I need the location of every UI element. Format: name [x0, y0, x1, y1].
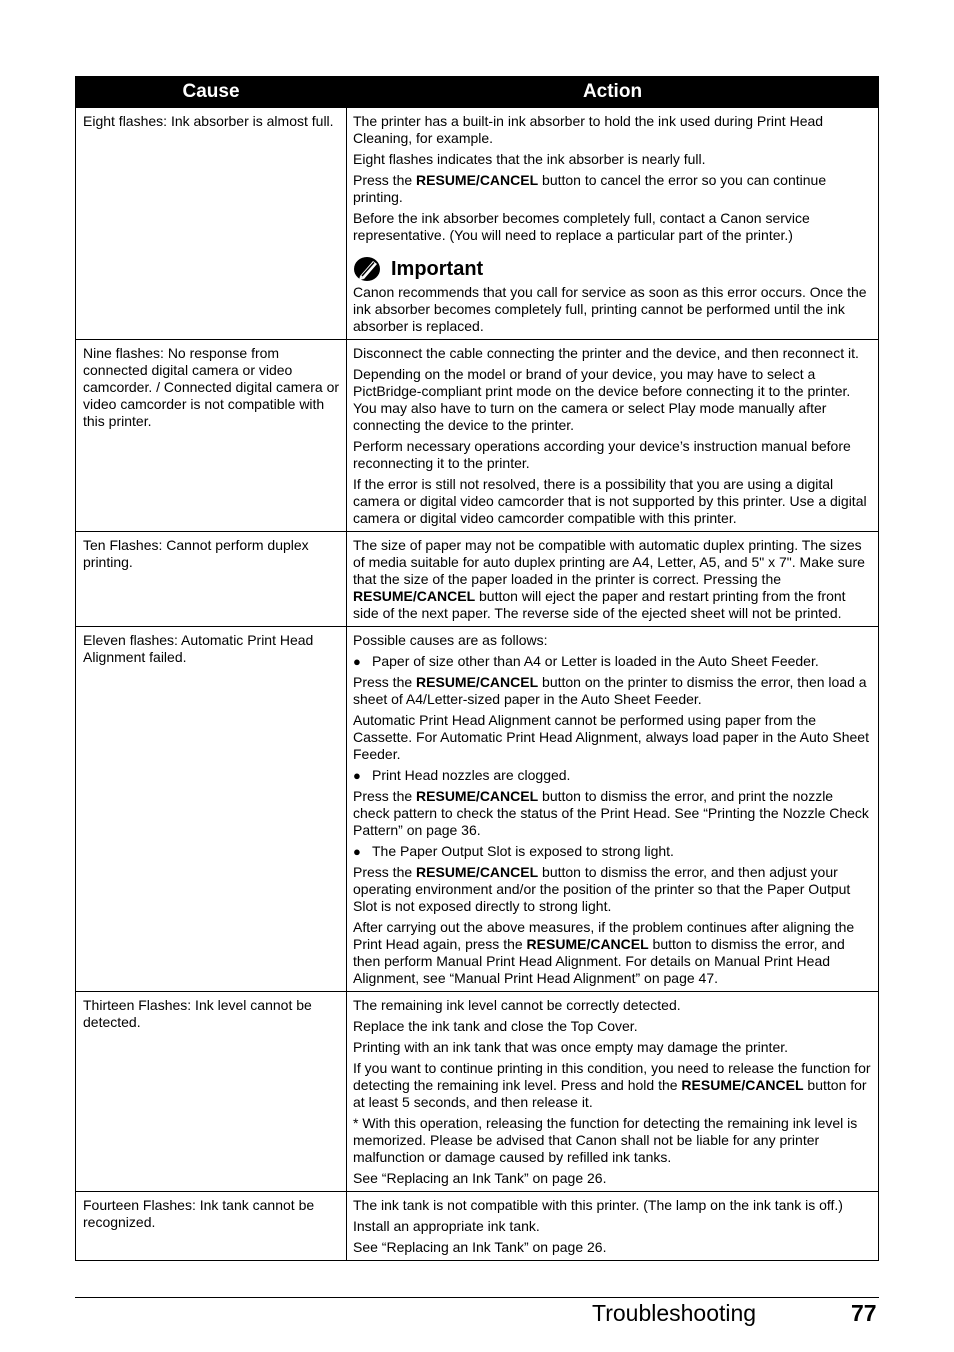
cause-cell: Nine flashes: No response from connected digital camera or video camcorder. / Connected digital camera or video camcorder is not compatible with this printer. — [76, 340, 347, 532]
resume-cancel-label: RESUME/CANCEL — [526, 936, 649, 952]
action-paragraph: Install an appropriate ink tank. — [353, 1218, 540, 1234]
bullet-item: ● Paper of size other than A4 or Letter is loaded in the Auto Sheet Feeder. — [353, 653, 819, 669]
table-row — [76, 340, 879, 532]
action-paragraph: See “Replacing an Ink Tank” on page 26. — [353, 1170, 607, 1186]
action-cell — [347, 532, 879, 627]
table-row — [76, 992, 879, 1192]
action-paragraph: Disconnect the cable connecting the printer and the device, and then reconnect it. — [353, 345, 859, 361]
important-label: Important — [391, 258, 484, 280]
footer-section-title: Troubleshooting — [592, 1300, 757, 1326]
troubleshooting-table — [75, 76, 879, 1261]
bullet-item: ● The Paper Output Slot is exposed to strong light. — [353, 843, 674, 859]
table-header-row — [76, 77, 879, 108]
action-paragraph: Press the RESUME/CANCEL button to dismiss the error, and then adjust your operating environment and/or the position of the printer so that the Paper Output Slot is not exposed directly to strong light. — [353, 864, 851, 914]
bullet-item: ● Print Head nozzles are clogged. — [353, 767, 571, 783]
action-paragraph: Eight flashes indicates that the ink absorber is nearly full. — [353, 151, 706, 167]
action-cell — [347, 992, 879, 1192]
action-paragraph: Before the ink absorber becomes completely full, contact a Canon service representative. (You will need to replace a particular part of the printer.) — [353, 210, 810, 243]
action-paragraph: Press the RESUME/CANCEL button to cancel the error so you can continue printing. — [353, 172, 827, 205]
resume-cancel-label: RESUME/CANCEL — [353, 588, 476, 604]
action-cell — [347, 627, 879, 992]
resume-cancel-label: RESUME/CANCEL — [416, 674, 539, 690]
action-paragraph: Depending on the model or brand of your device, you may have to select a PictBridge-compliant print mode on the device before connecting it to the printer. You may also have to turn on the camera or select Play mode manually after connecting the device to the printer. — [353, 366, 851, 433]
cause-cell: Eleven flashes: Automatic Print Head Alignment failed. — [76, 627, 347, 992]
action-paragraph: See “Replacing an Ink Tank” on page 26. — [353, 1239, 607, 1255]
cause-cell: Eight flashes: Ink absorber is almost full. — [76, 108, 347, 340]
resume-cancel-label: RESUME/CANCEL — [416, 788, 539, 804]
action-cell — [347, 1192, 879, 1261]
bullet-icon: ● — [353, 768, 361, 783]
action-paragraph: Printing with an ink tank that was once empty may damage the printer. — [353, 1039, 789, 1055]
action-paragraph: Replace the ink tank and close the Top Cover. — [353, 1018, 638, 1034]
action-paragraph: The size of paper may not be compatible with automatic duplex printing. The sizes of media suitable for auto duplex printing are A4, Letter, A5, and 5" x 7". Make sure that the size of the paper loaded in the printer is correct. Pressing the RESUME/CANCEL button will eject the paper and restart printing from the front side of the next paper. The reverse side of the ejected sheet will not be printed. — [353, 537, 865, 621]
table-row — [76, 627, 879, 992]
action-paragraph: The remaining ink level cannot be correctly detected. — [353, 997, 681, 1013]
column-header-cause: Cause — [76, 77, 347, 108]
action-paragraph: The ink tank is not compatible with this printer. (The lamp on the ink tank is off.) — [353, 1197, 843, 1213]
action-paragraph: Press the RESUME/CANCEL button to dismiss the error, and print the nozzle check pattern to check the status of the Print Head. See “Printing the Nozzle Check Pattern” on page 36. — [353, 788, 869, 838]
action-paragraph: Press the RESUME/CANCEL button on the printer to dismiss the error, then load a sheet of A4/Letter-sized paper in the Auto Sheet Feeder. — [353, 674, 867, 707]
resume-cancel-label: RESUME/CANCEL — [681, 1077, 804, 1093]
bullet-icon: ● — [353, 654, 361, 669]
action-paragraph: If you want to continue printing in this condition, you need to release the function for detecting the remaining ink level. Press and hold the RESUME/CANCEL button for at least 5 seconds, and then release it. — [353, 1060, 871, 1110]
table-row — [76, 532, 879, 627]
resume-cancel-label: RESUME/CANCEL — [416, 864, 539, 880]
action-paragraph: Perform necessary operations according your device’s instruction manual before reconnecting it to the printer. — [353, 438, 851, 471]
action-paragraph: If the error is still not resolved, there is a possibility that you are using a digital camera or digital video camcorder that is not supported by this printer. Use a digital camera or digital video camcorder compatible with this printer. — [353, 476, 867, 526]
footer-rule — [75, 1297, 879, 1298]
action-cell — [347, 108, 879, 340]
action-paragraph: The printer has a built-in ink absorber to hold the ink used during Print Head Cleaning, for example. — [353, 113, 824, 146]
resume-cancel-label: RESUME/CANCEL — [416, 172, 539, 188]
cause-cell: Thirteen Flashes: Ink level cannot be detected. — [76, 992, 347, 1192]
page-number: 77 — [851, 1300, 877, 1326]
action-paragraph: * With this operation, releasing the function for detecting the remaining ink level is memorized. Please be advised that Canon shall not be liable for any printer malfunction or damage caused by refilled ink tanks. — [353, 1115, 858, 1165]
action-paragraph: After carrying out the above measures, if the problem continues after aligning the Print Head again, press the RESUME/CANCEL button to dismiss the error, and then perform Manual Print Head Alignment. For details on Manual Print Head Alignment, see “Manual Print Head Alignment” on page 47. — [353, 919, 855, 986]
table-row — [76, 1192, 879, 1261]
important-text: Canon recommends that you call for service as soon as this error occurs. Once the ink absorber becomes completely full, printing cannot be performed until the ink absorber is replaced. — [353, 284, 867, 334]
action-cell — [347, 340, 879, 532]
action-paragraph: Possible causes are as follows: — [353, 632, 548, 648]
cause-cell: Fourteen Flashes: Ink tank cannot be recognized. — [76, 1192, 347, 1261]
bullet-icon: ● — [353, 844, 361, 859]
cause-cell: Ten Flashes: Cannot perform duplex printing. — [76, 532, 347, 627]
table-row — [76, 108, 879, 340]
important-heading — [353, 256, 872, 282]
column-header-action: Action — [347, 77, 879, 108]
action-paragraph: Automatic Print Head Alignment cannot be performed using paper from the Cassette. For Automatic Print Head Alignment, always load paper in the Auto Sheet Feeder. — [353, 712, 869, 762]
important-pencil-icon — [353, 256, 383, 282]
